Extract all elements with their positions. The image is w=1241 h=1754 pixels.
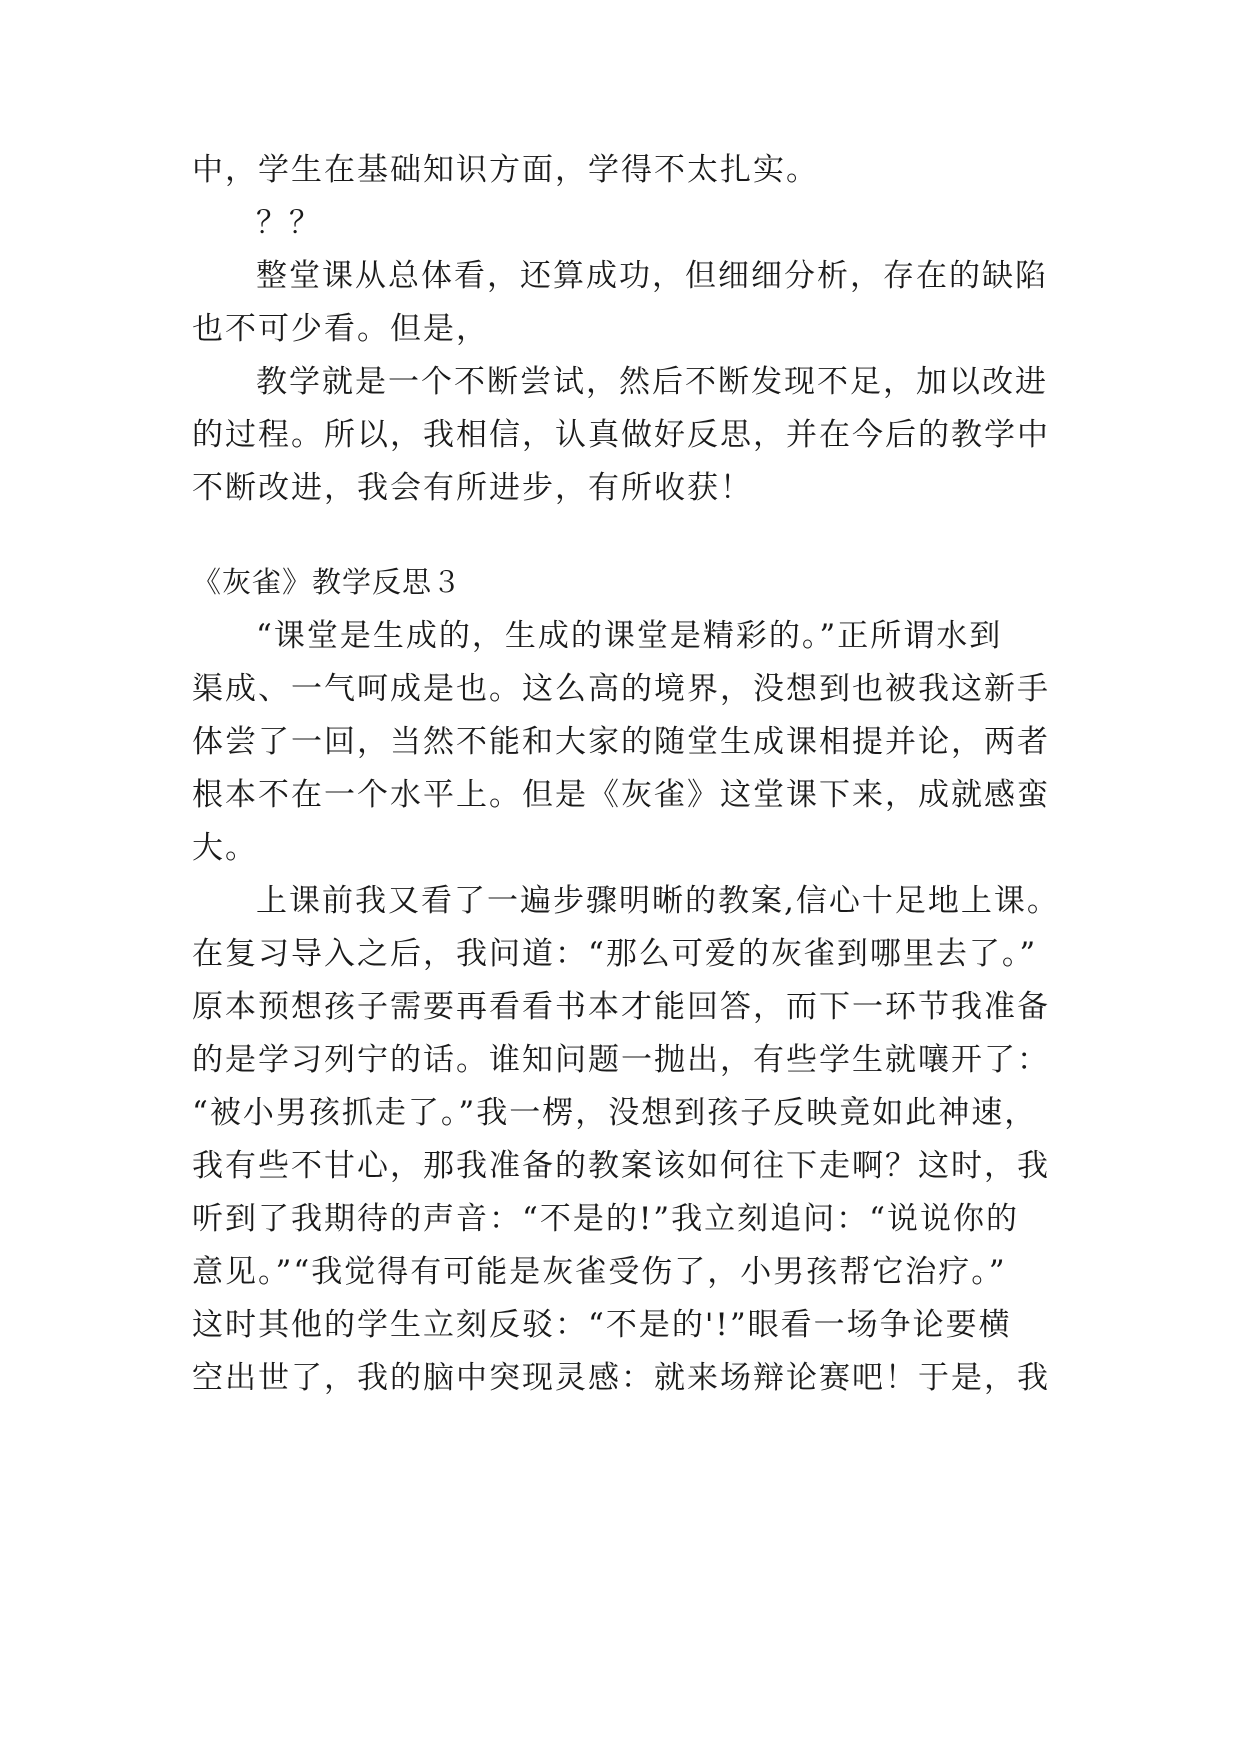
paragraph-line: 我有些不甘心，那我准备的教案该如何往下走啊？这时，我	[192, 1148, 1050, 1184]
paragraph-line: 体尝了一回，当然不能和大家的随堂生成课相提并论，两者	[192, 724, 1050, 760]
paragraph-line: 中，学生在基础知识方面，学得不太扎实。	[192, 152, 819, 188]
paragraph-line: 的过程。所以，我相信，认真做好反思，并在今后的教学中	[192, 417, 1050, 453]
paragraph-line: “被小男孩抓走了。”我一楞，没想到孩子反映竟如此神速，	[192, 1095, 1038, 1131]
paragraph-line: 意见。”“我觉得有可能是灰雀受伤了，小男孩帮它治疗。”	[192, 1254, 1007, 1290]
paragraph-line: 整堂课从总体看，还算成功，但细细分析，存在的缺陷	[256, 258, 1048, 294]
paragraph-line: 根本不在一个水平上。但是《灰雀》这堂课下来，成就感蛮	[192, 777, 1050, 813]
paragraph-line: 空出世了，我的脑中突现灵感：就来场辩论赛吧！于是，我	[192, 1360, 1050, 1396]
paragraph-line: 这时其他的学生立刻反驳：“不是的'!”眼看一场争论要横	[192, 1307, 1012, 1343]
section-title: 《灰雀》教学反思３	[192, 565, 463, 599]
paragraph-line: ？？	[256, 205, 322, 241]
paragraph-line: 教学就是一个不断尝试，然后不断发现不足，加以改进	[256, 364, 1048, 400]
paragraph-line: 渠成、一气呵成是也。这么高的境界，没想到也被我这新手	[192, 671, 1050, 707]
paragraph-line: “课堂是生成的，生成的课堂是精彩的。”正所谓水到	[256, 618, 1003, 654]
paragraph-line: 原本预想孩子需要再看看书本才能回答，而下一环节我准备	[192, 989, 1050, 1025]
paragraph-line: 在复习导入之后，我问道：“那么可爱的灰雀到哪里去了。”	[192, 936, 1038, 972]
paragraph-line: 上课前我又看了一遍步骤明晰的教案,信心十足地上课。	[256, 883, 1060, 919]
paragraph-line: 不断改进，我会有所进步，有所收获！	[192, 470, 753, 506]
paragraph-line: 听到了我期待的声音：“不是的!”我立刻追问：“说说你的	[192, 1201, 1019, 1237]
paragraph-line: 大。	[192, 830, 258, 866]
paragraph-line: 的是学习列宁的话。谁知问题一抛出，有些学生就嚷开了：	[192, 1042, 1050, 1078]
paragraph-line: 也不可少看。但是，	[192, 311, 489, 347]
